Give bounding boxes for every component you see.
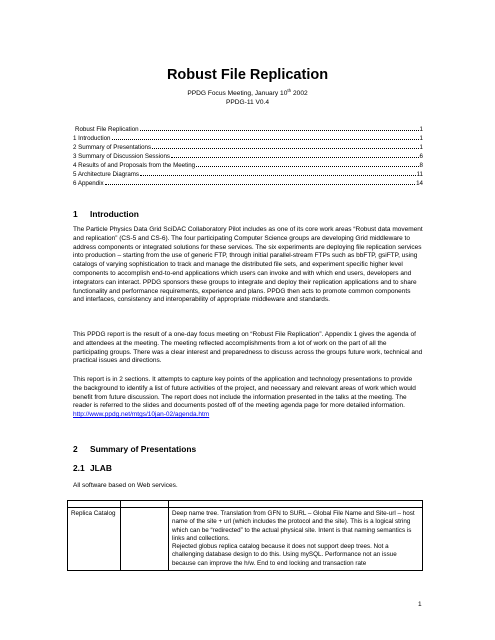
- toc-entry[interactable]: 2 Summary of Presentations 1: [73, 144, 423, 151]
- document-version: PPDG-11 V0.4: [225, 99, 270, 107]
- table-header-row: [68, 501, 423, 508]
- toc-entry[interactable]: 3 Summary of Discussion Sessions 6: [73, 153, 423, 160]
- intro-paragraph-3: This report is in 2 sections. It attempts to capture key points of the application and technology presentations to provide the background to identify a list of future activities of the project, and necessary and relevant areas of work which would benefit from future discussion. The report does not include the information presented in the talks at the meeting. The reader is referred to the slides and documents posted off of the meeting agenda page for more detailed information. http://www.ppdg.net/mtgs/10jan-02/agenda.htm: [73, 376, 416, 419]
- toc-entry[interactable]: 4 Results of and Proposals from the Meeting 8: [73, 162, 423, 169]
- document-title: Robust File Replication: [166, 67, 329, 83]
- subsection-heading-jlab: 2.1 JLAB: [73, 463, 112, 473]
- toc-entry[interactable]: 6 Appendix 14: [73, 180, 423, 187]
- meeting-line: PPDG Focus Meeting, January 10th 2002: [187, 88, 308, 98]
- jlab-table: [67, 500, 423, 571]
- toc-entry[interactable]: 5 Architecture Diagrams 11: [73, 171, 423, 178]
- intro-paragraph-1: The Particle Physics Data Grid SciDAC Collaboratory Pilot includes as one of its core work areas “Robust data movement and replication” (CS-5 and CS-6). The four participating Computer Science groups are developing Grid middleware to address components or integrated solutions for these services. The six experiments are deploying file replication services into production – starting from the use of generic FTP, through initial parallel-stream FTPs such as bbFTP, gsiFTP, using catalogs of varying sophistication to track and manage the distributed file sets, and experiment specific higher level components to accomplish end-to-end applications which users can invoke and with which end users, developers and integrators can interact. PPDG sponsors these groups to integrate and deploy their replication applications and to share functionality and performance requirements, experience and plans. PPDG then acts to promote common components and interfaces, consistency and interoperability of appropriate middleware and standards.: [73, 226, 423, 304]
- agenda-link[interactable]: http://www.ppdg.net/mtgs/10jan-02/agenda.htm: [73, 411, 210, 419]
- table-cell-component: Replica Catalog: [68, 508, 121, 571]
- table-of-contents: [73, 124, 423, 187]
- toc-entry[interactable]: Robust File Replication 1: [75, 126, 423, 133]
- table-row: [68, 508, 423, 571]
- section-heading-introduction: 1 Introduction: [73, 209, 139, 219]
- table-cell-description: Deep name tree. Translation from GFN to SURL – Global File Name and Site-url – host name of the site + url (which includes the protocol and the site). This is a logical string which can be “redirected” to the actual physical site. Intent is that naming semantics is links and collections. Rejected globus replica catalog because it does not support deep trees. Not a challenging database design to do this. Using mySQL. Performance not an issue because can improve the h/w. End to end locking and transaction rate: [169, 508, 423, 571]
- intro-paragraph-2: This PPDG report is the result of a one-day focus meeting on “Robust File Replication”. Appendix 1 gives the agenda of and attendees at the meeting. The meeting reflected accomplishments from a lot of work on the part of all the participating groups. There was a clear interest and preparedness to discuss across the groups future work, technical and practical issues and directions.: [73, 331, 423, 365]
- table-cell-empty: [121, 508, 169, 571]
- section-heading-summary: 2 Summary of Presentations: [73, 444, 197, 454]
- document-subtitle: [0, 86, 495, 107]
- toc-entry[interactable]: 1 Introduction 1: [73, 135, 423, 142]
- jlab-intro: All software based on Web services.: [73, 482, 178, 489]
- page-number: 1: [418, 601, 422, 608]
